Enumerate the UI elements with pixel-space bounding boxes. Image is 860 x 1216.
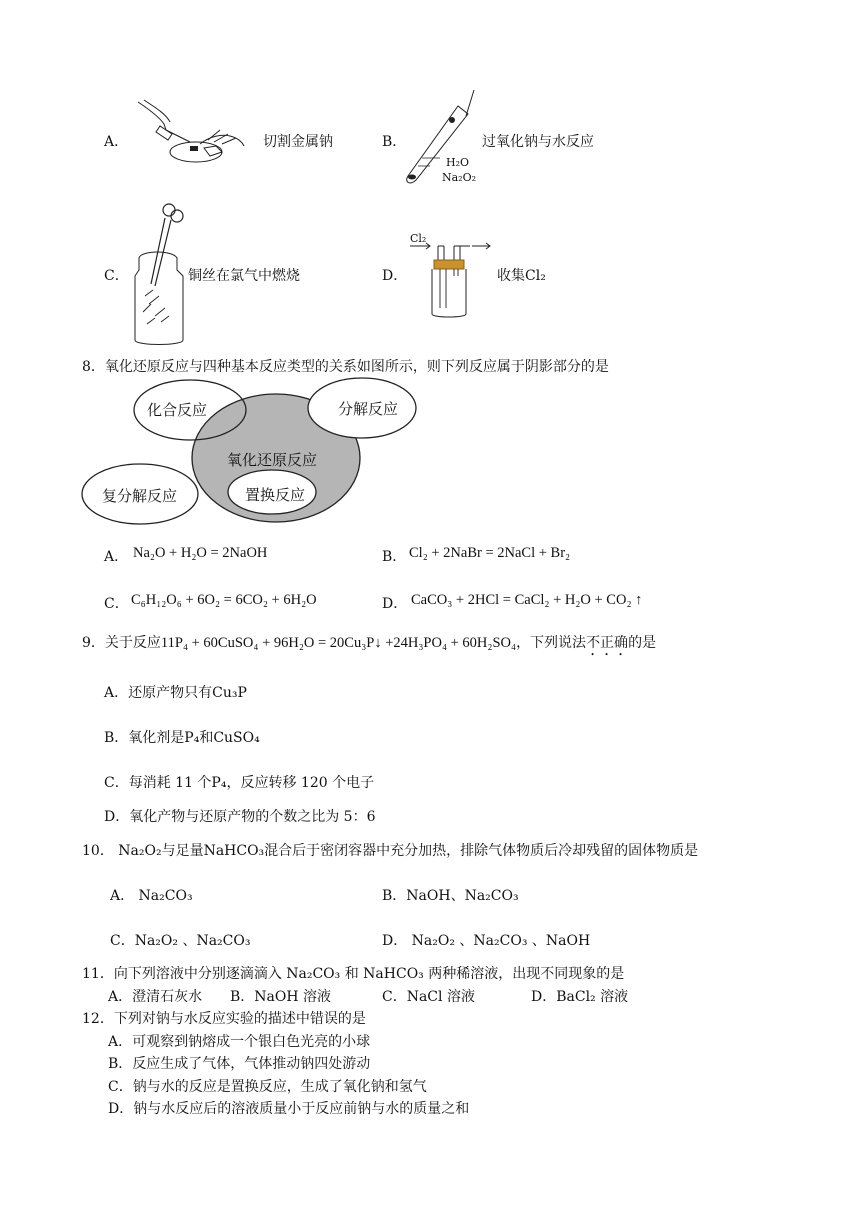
q12-option-b: B．反应生成了气体，气体推动钠四处游动 bbox=[108, 1056, 371, 1072]
q12-stem: 12．下列对钠与水反应实验的描述中错误的是 bbox=[82, 1011, 366, 1027]
q10-option-d: D． Na₂O₂ 、Na₂CO₃ 、NaOH bbox=[382, 933, 591, 949]
q8-option-c: C₆H₁₂O₆ + 6O₂ = 6CO₂ + 6H₂O bbox=[131, 592, 317, 608]
q11-option-a: A．澄清石灰水 bbox=[108, 989, 203, 1005]
q9-stem-prefix: 9．关于反应 bbox=[82, 635, 161, 651]
q12-option-d: D．钠与水反应后的溶液质量小于反应前钠与水的质量之和 bbox=[108, 1101, 470, 1117]
q10-option-b: B．NaOH、Na₂CO₃ bbox=[382, 888, 519, 904]
q12-option-c: C．钠与水的反应是置换反应，生成了氧化钠和氢气 bbox=[108, 1079, 427, 1095]
label-double-replacement: 复分解反应 bbox=[102, 487, 178, 505]
label-combination: 化合反应 bbox=[147, 401, 208, 419]
q11-option-c: C．NaCl 溶液 bbox=[382, 989, 475, 1005]
label-decomposition: 分解反应 bbox=[338, 400, 399, 418]
q9-option-c: C．每消耗 11 个P₄，反应转移 120 个电子 bbox=[104, 775, 375, 791]
b-label-na2o2: Na₂O₂ bbox=[442, 171, 477, 184]
q9-option-d: D．氧化产物与还原产物的个数之比为 5：6 bbox=[104, 809, 376, 825]
gas-jar-with-tongs-illustration bbox=[125, 200, 195, 348]
knife-cutting-sodium-illustration bbox=[130, 100, 250, 170]
q9-stem-emphasis: 不正确 bbox=[586, 635, 629, 651]
q12-option-a: A．可观察到钠熔成一个银白色光亮的小球 bbox=[108, 1034, 371, 1050]
q9-option-b: B．氧化剂是P₄和CuSO₄ bbox=[104, 730, 260, 746]
gas-collection-bottle-illustration bbox=[410, 240, 500, 320]
q7-option-c-caption: 铜丝在氯气中燃烧 bbox=[188, 268, 300, 284]
q8-b-letter: B． bbox=[382, 549, 407, 565]
q7-option-d-letter: D． bbox=[382, 268, 408, 284]
q7-option-b-letter: B． bbox=[382, 134, 407, 150]
q10-stem: 10． Na₂O₂与足量NaHCO₃混合后于密闭容器中充分加热，排除气体物质后冷却残留的固体物质是 bbox=[82, 843, 699, 859]
q8-d-letter: D． bbox=[382, 596, 408, 612]
q11-option-d: D．BaCl₂ 溶液 bbox=[531, 989, 629, 1005]
label-replacement: 置换反应 bbox=[245, 486, 306, 504]
q10-option-c: C．Na₂O₂ 、Na₂CO₃ bbox=[110, 933, 251, 949]
q7-option-c-letter: C． bbox=[104, 268, 129, 284]
b-label-water: H₂O bbox=[446, 156, 470, 169]
q9-stem-suffix-2: 的是 bbox=[628, 635, 657, 651]
q7-option-a-letter: A． bbox=[104, 134, 129, 150]
q11-stem: 11．向下列溶液中分别逐滴滴入 Na₂CO₃ 和 NaHCO₃ 两种稀溶液，出现不同现象的是 bbox=[82, 966, 625, 982]
q9-stem bbox=[82, 632, 656, 659]
q7-option-b-caption: 过氧化钠与水反应 bbox=[482, 134, 594, 150]
q8-option-b: Cl₂ + 2NaBr = 2NaCl + Br₂ bbox=[409, 545, 571, 561]
q9-option-a: A．还原产物只有Cu₃P bbox=[104, 685, 247, 701]
q8-option-a: Na₂O + H₂O = 2NaOH bbox=[133, 545, 268, 561]
q7-option-d-caption: 收集Cl₂ bbox=[497, 268, 546, 284]
label-redox: 氧化还原反应 bbox=[227, 451, 318, 469]
q10-option-a: A． Na₂CO₃ bbox=[110, 888, 193, 904]
q9-stem-suffix-1: ，下列说法 bbox=[516, 635, 587, 651]
q8-a-letter: A． bbox=[104, 549, 129, 565]
q11-option-b: B．NaOH 溶液 bbox=[230, 989, 332, 1005]
q9-equation: 11P₄ + 60CuSO₄ + 96H₂O = 20Cu₃P↓ +24H₃PO₄ + 60H₂SO₄ bbox=[160, 635, 517, 651]
q7-option-a-caption: 切割金属钠 bbox=[263, 134, 333, 150]
d-label-cl2: Cl₂ bbox=[410, 232, 427, 245]
q8-option-d: CaCO₃ + 2HCl = CaCl₂ + H₂O + CO₂ ↑ bbox=[411, 592, 643, 608]
q8-c-letter: C． bbox=[104, 596, 129, 612]
q8-stem: 8．氧化还原反应与四种基本反应类型的关系如图所示，则下列反应属于阴影部分的是 bbox=[82, 359, 609, 375]
